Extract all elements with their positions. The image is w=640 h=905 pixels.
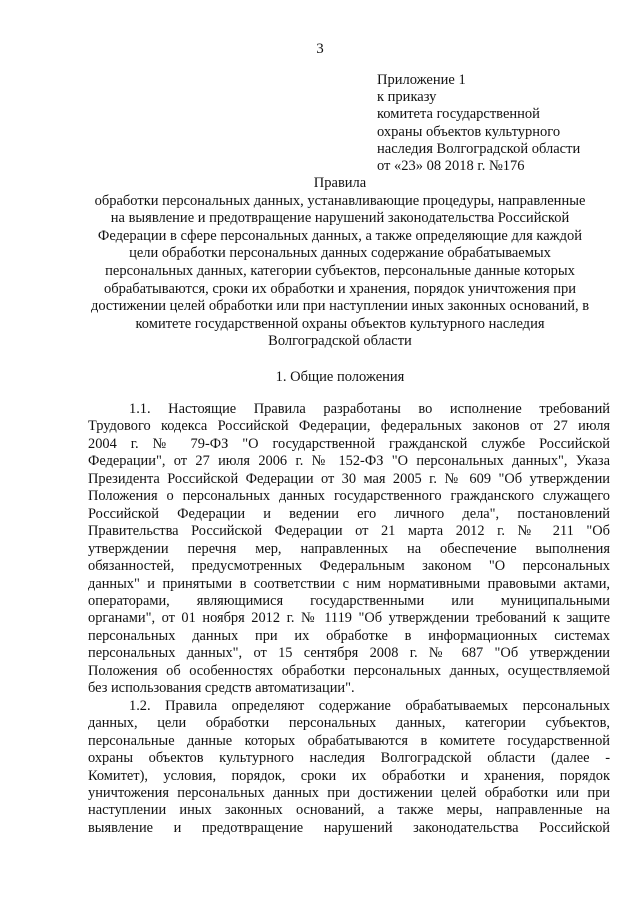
- text-line: персональные данные которых обрабатываются в комитете государственной: [88, 732, 610, 749]
- title-line: на выявление и предотвращение нарушений законодательства Российской: [110, 210, 570, 227]
- text-line: персональных данных при их обработке в информационных системах: [88, 627, 610, 644]
- title-line: комитете государственной охраны объектов культурного наследия: [135, 315, 545, 332]
- text-line: уничтожения персональных данных при достижении целей обработки или при: [88, 784, 610, 801]
- text-line: 1.1. Настоящие Правила разработаны во исполнение требований: [129, 401, 610, 417]
- title-line: Волгоградской области: [268, 333, 412, 350]
- appendix-line: охраны объектов культурного: [377, 123, 561, 140]
- section-heading: 1. Общие положения: [275, 369, 405, 385]
- text-line: данных" и принятыми в соответствии с ним нормативными правовыми актами,: [88, 575, 610, 592]
- text-line: 1.2. Правила определяют содержание обрабатываемых персональных: [129, 697, 610, 714]
- text-line: Положения о персональных данных государственного гражданского служащего: [88, 488, 610, 505]
- title-line: персональных данных, категории субъектов, персональные данные которых: [105, 262, 575, 279]
- appendix-line: к приказу: [377, 89, 437, 106]
- appendix-line: комитета государственной: [377, 106, 540, 123]
- title-line: достижении целей обработки или при наступлении иных законных оснований, в: [90, 298, 590, 315]
- title-line: цели обработки персональных данных содержание обрабатываемых: [129, 245, 551, 262]
- text-line: Президента Российской Федерации от 30 мая 2005 г. № 609 "Об утверждении: [88, 470, 610, 487]
- paragraph-1-1: [88, 401, 610, 698]
- text-line: утверждении перечня мер, направленных на обеспечение выполнения: [88, 540, 610, 557]
- title-line: обрабатываются, сроки их обработки и хранения, порядок уничтожения при: [103, 280, 577, 297]
- text-line: 2004 г. № 79-ФЗ "О государственной гражданской службе Российской: [88, 435, 610, 452]
- text-line: Трудового кодекса Российской Федерации, федеральных законов от 27 июля: [88, 418, 610, 435]
- text-line: Комитет), условия, порядок, сроки их обработки и хранения, порядок: [88, 767, 610, 784]
- appendix-block: [377, 72, 627, 175]
- title-line: обработки персональных данных, устанавливающие процедуры, направленные: [94, 192, 586, 209]
- title-line: Федерации в сфере персональных данных, а также определяющие для каждой: [97, 227, 583, 244]
- appendix-line: наследия Волгоградской области: [377, 140, 581, 157]
- text-line: без использования средств автоматизации".: [88, 680, 355, 697]
- appendix-line: Приложение 1: [377, 72, 466, 88]
- text-line: органами", от 01 ноября 2012 г. № 1119 "Об утверждении требований к защите: [88, 610, 610, 627]
- body-text: [88, 401, 610, 837]
- text-line: обязанностей, предусмотренных Федеральным законом "О персональных: [88, 558, 610, 575]
- text-line: охраны объектов культурного наследия Волгоградской области (далее -: [88, 750, 610, 767]
- appendix-line: от «23» 08 2018 г. №176: [377, 158, 525, 175]
- text-line: персональных данных", от 15 сентября 2008 г. № 687 "Об утверждении: [88, 645, 610, 662]
- text-line: данных, цели обработки персональных данных, категории субъектов,: [88, 715, 610, 732]
- text-line: Положения об особенностях обработки персональных данных, осуществляемой: [88, 662, 610, 679]
- text-line: Российской Федерации и ведении его личного дела", постановлений: [88, 505, 610, 522]
- paragraph-1-2: [88, 698, 610, 838]
- document-title-block: [60, 175, 620, 351]
- text-line: Федерации", от 27 июля 2006 г. № 152-ФЗ "О персональных данных", Указа: [88, 453, 610, 470]
- text-line: наступлении иных законных оснований, а также меры, направленные на: [88, 802, 610, 819]
- text-line: операторами, являющимися государственными или муниципальными: [88, 592, 610, 609]
- text-line: Правительства Российской Федерации от 21 марта 2012 г. № 211 "Об: [88, 523, 610, 540]
- text-line: выявление и предотвращение нарушений законодательства Российской: [88, 819, 610, 836]
- page-number: 3: [316, 41, 324, 57]
- document-title: Правила: [313, 175, 367, 191]
